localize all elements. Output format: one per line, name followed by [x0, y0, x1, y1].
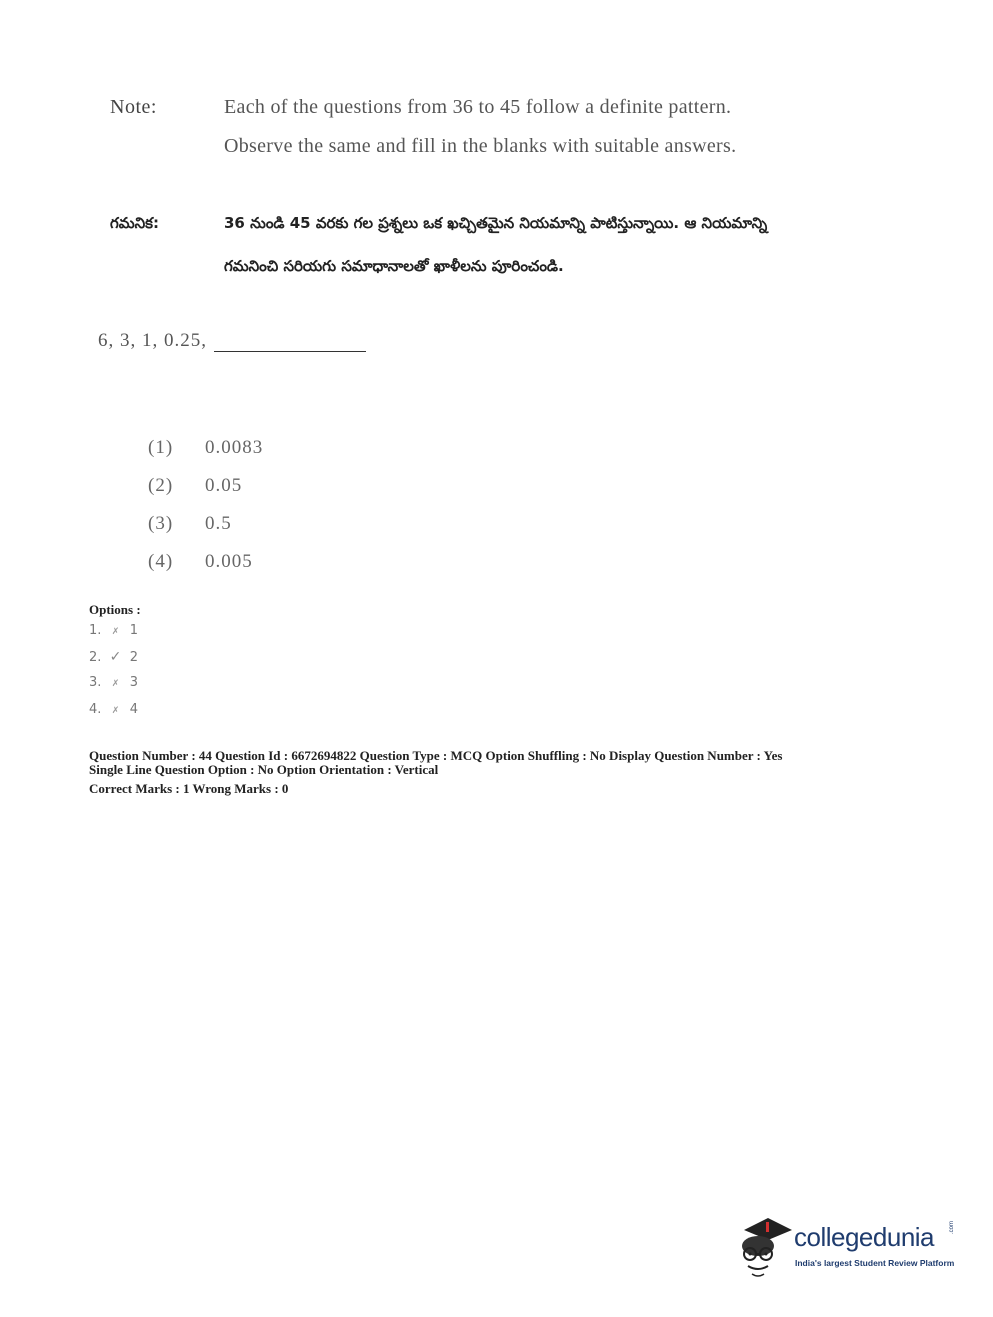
option-label: 2 — [129, 650, 138, 665]
cross-icon: ✗ — [111, 627, 120, 637]
question-text: 6, 3, 1, 0.25, — [98, 330, 207, 351]
answer-blank — [214, 351, 366, 352]
choice-1 — [148, 437, 263, 459]
note-line-1: Each of the questions from 36 to 45 follow a definite pattern. — [224, 96, 732, 118]
logo-tagline: India's largest Student Review Platform — [795, 1258, 955, 1268]
choice-number: (4) — [148, 551, 174, 572]
note-line-2: Observe the same and fill in the blanks with suitable answers. — [224, 135, 737, 157]
choice-number: (1) — [148, 437, 174, 458]
option-index: 1. — [89, 623, 102, 638]
choice-4 — [148, 551, 253, 573]
note-label: Note: — [110, 96, 157, 118]
choice-value: 0.0083 — [205, 437, 264, 458]
cross-icon: ✗ — [111, 679, 120, 689]
choice-value: 0.5 — [205, 513, 232, 534]
collegedunia-logo — [736, 1212, 966, 1282]
option-4 — [89, 702, 138, 717]
question-meta-line-2: Single Line Question Option : No Option Orientation : Vertical — [89, 762, 439, 777]
mascot-icon — [736, 1212, 794, 1282]
option-index: 3. — [89, 675, 102, 690]
logo-wordmark: collegedunia — [794, 1222, 935, 1252]
cross-icon: ✗ — [111, 706, 120, 716]
telugu-note-line-1: 36 నుండి 45 వరకు గల ప్రశ్నలు ఒక ఖచ్చితమైన నియమాన్ని పాటిస్తున్నాయి. ఆ నియమాన్ని — [224, 214, 768, 232]
option-1 — [89, 623, 138, 638]
choice-value: 0.005 — [205, 551, 253, 572]
option-index: 4. — [89, 702, 102, 717]
question-meta-line-3: Correct Marks : 1 Wrong Marks : 0 — [89, 781, 289, 796]
logo-suffix: .com — [949, 1220, 955, 1234]
option-2 — [89, 649, 138, 665]
check-icon: ✓ — [109, 649, 122, 665]
choice-number: (3) — [148, 513, 174, 534]
options-title: Options : — [89, 602, 141, 617]
option-label: 3 — [129, 675, 138, 690]
telugu-note-line-2: గమనించి సరియగు సమాధానాలతో ఖాళీలను పూరించండి. — [224, 257, 564, 275]
choice-3 — [148, 513, 232, 535]
choice-number: (2) — [148, 475, 174, 496]
telugu-note-label: గమనిక: — [110, 214, 159, 232]
choice-value: 0.05 — [205, 475, 243, 496]
question-meta-line-1: Question Number : 44 Question Id : 6672694822 Question Type : MCQ Option Shuffling : No Display Question Number : Yes — [89, 748, 783, 763]
option-label: 1 — [129, 623, 138, 638]
choice-2 — [148, 475, 242, 497]
option-label: 4 — [129, 702, 138, 717]
option-3 — [89, 675, 138, 690]
option-index: 2. — [89, 650, 102, 665]
